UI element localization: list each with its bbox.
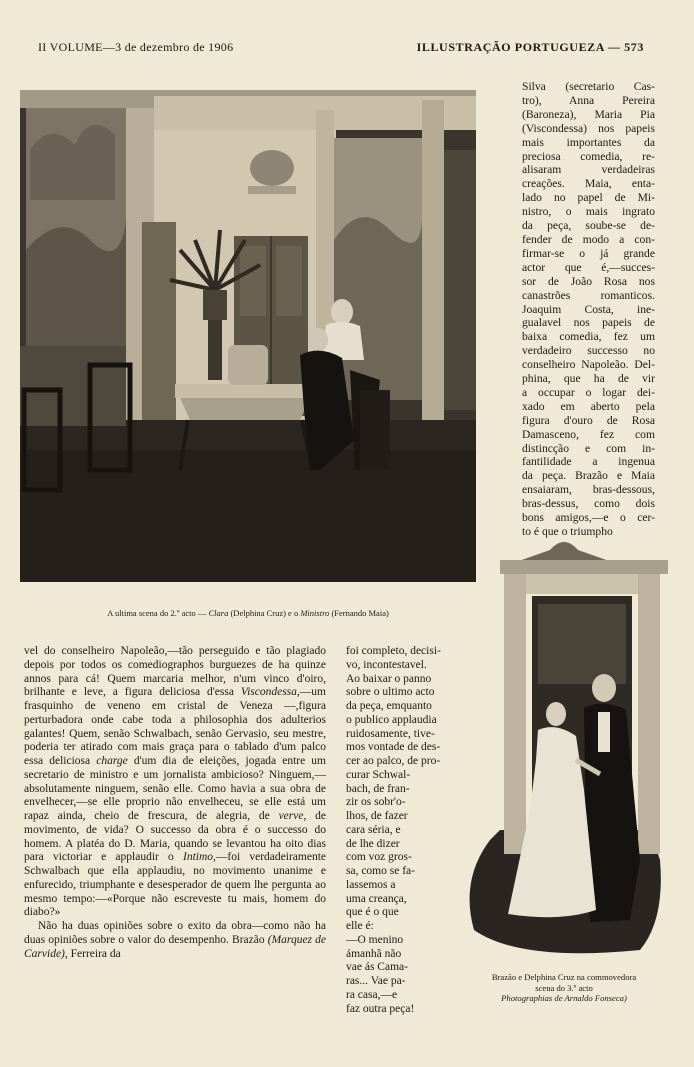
text-run: ,—foi verdadeiramente Schwalbach que ella applaudiu, no movimento unanime e enfurecido, triumphante e desesperador de quem lhe pergunta ao mesmo tempo:—«Porque não escreveste tu mais, homem do diabo?» xyxy=(24,851,326,919)
text-line: sor de João Rosa nos xyxy=(522,274,655,288)
text-line: creações. Maia, enta- xyxy=(522,177,655,191)
text-line: Damasceno, fez com xyxy=(522,427,655,441)
stage-scene-photo xyxy=(20,90,476,582)
text-line: phina, que ha de vir xyxy=(522,372,655,386)
text-line: cer ao palco, de pro- xyxy=(346,755,441,767)
text-line: a occupar o logar dei- xyxy=(522,385,655,399)
text-line: bras-dessus, como dois xyxy=(522,497,655,511)
right-column-text xyxy=(522,80,655,539)
text-line: xado em aberto pela xyxy=(522,399,655,413)
running-header-right: ILLUSTRAÇÃO PORTUGUEZA — 573 xyxy=(416,40,644,54)
text-line: elle é: xyxy=(346,920,374,932)
italic-run: (Marquez de Carvide) xyxy=(24,933,326,960)
text-line: sobre o ultimo acto xyxy=(346,686,435,699)
text-line: nistro, o mais ingrato xyxy=(522,205,655,219)
text-line: lado no papel de Mi- xyxy=(522,191,655,205)
text-line: da peça, soube-se de- xyxy=(522,219,655,233)
text-run: ,—um frasquinho de veneno em cristal de Veneza —,figura perturbadora onde cabe toda a philosophia dos adulterios galantes! Quem, senão Schwalbach, senão Gervasio, seu mestre, poderia ter atirado com mais graça para o tablado d'um palco essa deliciosa xyxy=(24,686,326,767)
text-line: curar Schwal- xyxy=(346,768,411,781)
middle-column-text xyxy=(346,645,464,1016)
caption-role: Ministro xyxy=(300,608,330,618)
text-line: ensaiaram, bras-dessous, xyxy=(522,483,655,497)
text-line: Silva (secretario Cas- xyxy=(522,80,655,93)
text-line: preciosa comedia, re- xyxy=(522,149,655,163)
text-line: conselheiro Napoleão. Del- xyxy=(522,358,655,372)
italic-run: charge xyxy=(96,755,128,767)
couple-scene-illustration xyxy=(460,530,668,962)
italic-run: Viscondessa xyxy=(240,686,297,699)
caption-line: Brazão e Delphina Cruz na commovedora xyxy=(491,972,637,982)
caption-text: A ultima scena do 2.º acto — xyxy=(107,608,209,618)
text-line: da peça, emquanto xyxy=(346,700,432,712)
text-run: , Ferreira da xyxy=(64,947,121,960)
photo2-caption xyxy=(462,972,666,1004)
text-line: vae ás Cama- xyxy=(346,961,408,974)
text-line: foi completo, decisi- xyxy=(346,645,441,657)
text-line: figura d'ouro de Rosa xyxy=(522,413,655,427)
text-line: lassemos a xyxy=(346,878,396,891)
text-line: Joaquim Costa, ine- xyxy=(522,302,655,316)
text-line: fantilidade a ingenua xyxy=(522,455,655,469)
text-line: sa, como se fa- xyxy=(346,865,415,877)
text-line: (Baroneza), Maria Pia xyxy=(522,107,655,121)
text-line: da peça. Brazão e Maia xyxy=(522,469,655,483)
text-line: mos vontade de des- xyxy=(346,741,441,754)
text-line: que é o que xyxy=(346,906,399,919)
photo1-caption xyxy=(20,608,476,619)
text-line: uma creança, xyxy=(346,892,407,905)
text-line: com voz gros- xyxy=(346,851,412,864)
text-line: firmar-se o já grande xyxy=(522,246,655,260)
text-line: lhos, de fazer xyxy=(346,810,408,822)
text-line: actor que é,—succes- xyxy=(522,260,655,274)
paragraph xyxy=(24,920,326,961)
text-line: bach, de fran- xyxy=(346,782,410,795)
text-line: distincção e com in- xyxy=(522,441,655,455)
text-line: to é que o triumpho xyxy=(522,525,613,538)
text-line: mais importantes da xyxy=(522,135,655,149)
text-line: baixa comedia, fez um xyxy=(522,330,655,344)
text-line: faz outra peça! xyxy=(346,1002,415,1015)
text-line: alisaram verdadeiras xyxy=(522,163,655,177)
text-line: (Viscondessa) nos papeis xyxy=(522,121,655,135)
italic-run: verve xyxy=(278,810,304,822)
text-line: ra casa,—e xyxy=(346,988,398,1001)
text-line: tro), Anna Pereira xyxy=(522,93,655,107)
photo-credit: Photographias de Arnaldo Fonseca) xyxy=(501,993,627,1004)
couple-scene-photo xyxy=(460,530,668,962)
text-line: Ao baixar o panno xyxy=(346,672,432,685)
text-run: Não ha duas opiniões sobre o exito da obra—como não ha duas opiniões sobre o valor do desempenho. Brazão xyxy=(24,920,326,946)
text-run: , de movimento, de vida? O successo da obra é o successo do homem. A platéa do D. Maria, quando se levantou ha oito dias para victoriar e applaudir o xyxy=(24,810,326,864)
text-run: vel do conselheiro Napoleão,—tão perseguido e tão plagiado depois por todos os comediographos burguezes de ha quinze annos para cá! Quem marcaria melhor, n'um vinco d'oiro, brilhante e leve, a figura deliciosa d'essa xyxy=(24,645,326,699)
running-header-left: II VOLUME—3 de dezembro de 1906 xyxy=(38,40,234,54)
text-line: fender de modo a con- xyxy=(522,232,655,246)
text-line: ámanhã não xyxy=(346,947,402,960)
text-line: zir os sobr'o- xyxy=(346,796,406,809)
text-run: d'um dia de eleições, jogada entre um secretario de ministro e um jornalista ambicioso? Ninguem,—absolutamente ninguem, senão elle. Como havia a sua obra de envelhecer,—se elle proprio não envelheceu, se elle está um rapaz ainda, cheio de frescura, de alegria, de xyxy=(24,755,326,822)
caption-text: (Fernando Maia) xyxy=(329,608,389,618)
caption-role: Clara xyxy=(208,608,229,618)
italic-run: Intimo xyxy=(183,851,214,864)
stage-scene-illustration xyxy=(20,90,476,582)
text-line: ruidosamente, tive- xyxy=(346,727,435,740)
caption-line: scena do 3.º acto xyxy=(535,982,593,993)
text-line: gualavel nos papeis de xyxy=(522,316,655,330)
text-line: vo, incontestavel. xyxy=(346,658,427,671)
paragraph xyxy=(24,645,326,920)
text-line: —O menino xyxy=(346,933,404,946)
text-line: o publico applaudia xyxy=(346,713,437,726)
text-line: bons amigos,—e o cer- xyxy=(522,511,655,525)
text-line: canastrões romanticos. xyxy=(522,288,655,302)
main-column-text xyxy=(24,645,326,961)
text-line: verdadeiro successo no xyxy=(522,344,655,358)
caption-text: (Delphina Cruz) e o xyxy=(228,608,301,618)
text-line: ras... Vae pa- xyxy=(346,975,406,987)
text-line: cara séria, e xyxy=(346,823,401,836)
text-line: de lhe dizer xyxy=(346,837,400,850)
